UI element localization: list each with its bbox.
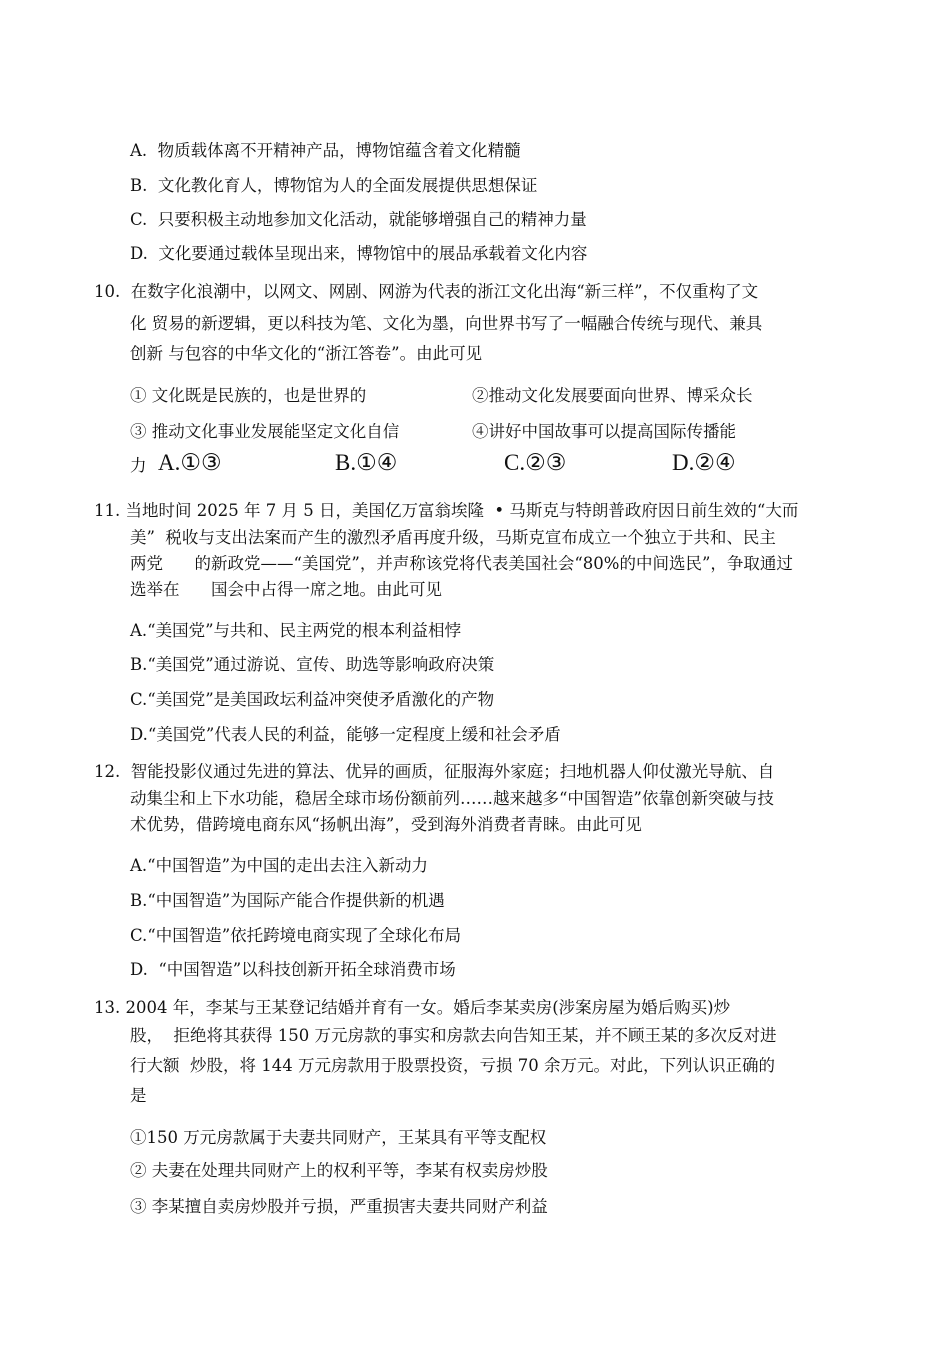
q10-choice-a: A.①③	[158, 450, 222, 475]
q13-stem-line-4: 是	[130, 1086, 147, 1105]
q11-option-d: D.“美国党”代表人民的利益，能够一定程度上缓和社会矛盾	[130, 725, 561, 744]
q12-stem-line-1: 12. 智能投影仪通过先进的算法、优异的画质，征服海外家庭；扫地机器人仰仗激光导航、自	[94, 762, 775, 781]
q10-item-4-tail: 力	[130, 456, 147, 475]
q12-option-d: D. “中国智造”以科技创新开拓全球消费市场	[130, 960, 456, 979]
q13-item-3: ③ 李某擅自卖房炒股并亏损，严重损害夫妻共同财产利益	[130, 1197, 548, 1216]
q11-stem-line-4: 选举在 国会中占得一席之地。由此可见	[130, 580, 442, 599]
q11-stem-line-2: 美” 税收与支出法案而产生的激烈矛盾再度升级，马斯克宣布成立一个独立于共和、民主	[130, 528, 776, 547]
q10-stem-line-3: 创新 与包容的中华文化的“浙江答卷”。由此可见	[130, 344, 483, 363]
q13-stem-line-1: 13. 2004 年，李某与王某登记结婚并育有一女。婚后李某卖房(涉案房屋为婚后购买)炒	[94, 998, 731, 1017]
q12-option-a: A.“中国智造”为中国的走出去注入新动力	[130, 856, 429, 875]
q10-item-2: ②推动文化发展要面向世界、博采众长	[472, 386, 753, 405]
q9-option-d: D. 文化要通过载体呈现出来，博物馆中的展品承载着文化内容	[130, 244, 588, 263]
q11-stem-line-3: 两党 的新政党——“美国党”，并声称该党将代表美国社会“80%的中间选民”，争取通过	[130, 554, 793, 573]
q11-option-c: C.“美国党”是美国政坛利益冲突使矛盾激化的产物	[130, 690, 495, 709]
q10-item-1: ① 文化既是民族的，也是世界的	[130, 386, 367, 405]
q9-option-b: B. 文化教化育人，博物馆为人的全面发展提供思想保证	[130, 176, 538, 195]
q10-choice-c: C.②③	[504, 450, 567, 475]
q12-stem-line-3: 术优势，借跨境电商东风“扬帆出海”，受到海外消费者青睐。由此可见	[130, 815, 642, 834]
q10-choice-d: D.②④	[672, 450, 736, 475]
q11-stem-line-1: 11. 当地时间 2025 年 7 月 5 日，美国亿万富翁埃隆 • 马斯克与特朗普政府因日前生效的“大而	[94, 501, 799, 520]
q11-option-b: B.“美国党”通过游说、宣传、助选等影响政府决策	[130, 655, 495, 674]
q12-stem-line-2: 动集尘和上下水功能，稳居全球市场份额前列……越来越多“中国智造”依靠创新突破与技	[130, 789, 774, 808]
q13-stem-line-3: 行大额 炒股，将 144 万元房款用于股票投资，亏损 70 余万元。对此，下列认识正确的	[130, 1056, 775, 1075]
q9-option-a: A. 物质载体离不开精神产品，博物馆蕴含着文化精髓	[130, 141, 521, 160]
q12-option-c: C.“中国智造”依托跨境电商实现了全球化布局	[130, 926, 462, 945]
q11-option-a: A.“美国党”与共和、民主两党的根本利益相悖	[130, 621, 462, 640]
q13-item-2: ② 夫妻在处理共同财产上的权利平等，李某有权卖房炒股	[130, 1161, 548, 1180]
q10-item-3: ③ 推动文化事业发展能坚定文化自信	[130, 422, 400, 441]
q13-stem-line-2: 股， 拒绝将其获得 150 万元房款的事实和房款去向告知王某，并不顾王某的多次反对进	[130, 1026, 777, 1045]
q10-item-4: ④讲好中国故事可以提高国际传播能	[472, 422, 736, 441]
q10-stem-line-1: 10. 在数字化浪潮中，以网文、网剧、网游为代表的浙江文化出海“新三样”，不仅重构了文	[94, 282, 759, 301]
q12-option-b: B.“中国智造”为国际产能合作提供新的机遇	[130, 891, 445, 910]
q9-option-c: C. 只要积极主动地参加文化活动，就能够增强自己的精神力量	[130, 210, 587, 229]
q10-choice-b: B.①④	[335, 450, 398, 475]
q13-item-1: ①150 万元房款属于夫妻共同财产，王某具有平等支配权	[130, 1128, 547, 1147]
q10-stem-line-2: 化 贸易的新逻辑，更以科技为笔、文化为墨，向世界书写了一幅融合传统与现代、兼具	[130, 314, 763, 333]
